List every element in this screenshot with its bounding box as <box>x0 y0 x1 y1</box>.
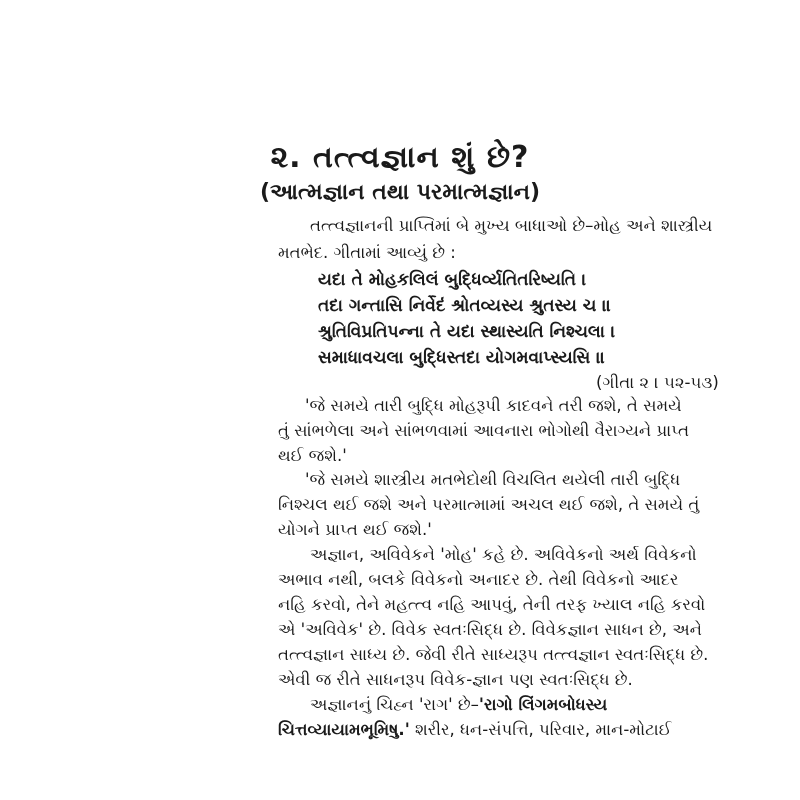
translation-line: તું સાંભળેલા અને સાંભળવામાં આવનારા ભોગોથી વૈરાગ્યને પ્રાપ્ત <box>278 421 690 440</box>
verse-line: યદા તે મોહકલિલં બુદ્ધિર્વ્યતિતરિષ્યતિ । <box>318 270 587 290</box>
paragraph-line: નહિ કરવો, તેને મહત્ત્વ નહિ આપવું, તેની તરફ ખ્યાલ નહિ કરવો <box>278 595 706 614</box>
paragraph-text: અજ્ઞાનનું ચિહ્ન 'રાગ' છે– <box>310 695 479 714</box>
verse-citation: (ગીતા ૨ । ૫૨-૫૩) <box>596 373 719 392</box>
translation-line: 'જે સમયે તારી બુદ્ધિ મોહરૂપી કાદવને તરી જશે, તે સમયે <box>305 396 682 415</box>
translation-line: યોગને પ્રાપ્ત થઈ જશે.' <box>278 520 432 539</box>
paragraph-line: તત્ત્વજ્ઞાન સાધ્ય છે. જેવી રીતે સાધ્યરૂપ તત્ત્વજ્ઞાન સ્વતઃસિદ્ધ છે. <box>278 645 709 664</box>
verse-line: સમાધાવચલા બુદ્ધિસ્તદા યોગમવાપ્સ્યસિ ॥ <box>318 348 606 368</box>
intro-line: તત્ત્વજ્ઞાનની પ્રાપ્તિમાં બે મુખ્ય બાધાઓ છે–મોહ અને શાસ્ત્રીય <box>310 216 713 235</box>
paragraph-line <box>278 722 671 739</box>
translation-line: 'જે સમયે શાસ્ત્રીય મતભેદોથી વિચલિત થયેલી તારી બુદ્ધિ <box>305 470 681 489</box>
chapter-subtitle: (આત્મજ્ઞાન તથા પરમાત્મજ્ઞાન) <box>259 180 541 205</box>
paragraph-text: શરીર, ધન-સંપત્તિ, પરિવાર, માન-મોટાઈ <box>409 720 672 739</box>
intro-line: મતભેદ. ગીતામાં આવ્યું છે : <box>278 243 456 262</box>
chapter-title: ૨. તત્ત્વજ્ઞાન શું છે? <box>270 140 530 175</box>
verse-line: શ્રુતિવિપ્રતિપન્ના તે યદા સ્થાસ્યતિ નિશ્ચલા । <box>318 322 616 342</box>
paragraph-line <box>310 697 607 714</box>
verse-line: તદા ગન્તાસિ નિર્વેદં શ્રોતવ્યસ્ય શ્રુતસ્ય ચ ॥ <box>318 296 612 316</box>
paragraph-line: એવી જ રીતે સાધનરૂપ વિવેક-જ્ઞાન પણ સ્વતઃસિદ્ધ છે. <box>278 670 633 689</box>
paragraph-line: અજ્ઞાન, અવિવેકને 'મોહ' કહે છે. અવિવેકનો અર્થ વિવેકનો <box>310 545 697 564</box>
translation-line: થઈ જશે.' <box>278 446 347 465</box>
paragraph-line: અભાવ નથી, બલકે વિવેકનો અનાદર છે. તેથી વિવેકનો આદર <box>278 570 679 589</box>
paragraph-line: એ 'અવિવેક' છે. વિવેક સ્વતઃસિદ્ધ છે. વિવેકજ્ઞાન સાધન છે, અને <box>278 620 702 639</box>
sanskrit-quote: ચિત્તવ્યાયામભૂમિષુ.' <box>278 720 410 739</box>
translation-line: નિશ્ચલ થઈ જશે અને પરમાત્મામાં અચલ થઈ જશે, તે સમયે તું <box>278 495 700 514</box>
sanskrit-quote: 'રાગો લિંગમબોધસ્ય <box>478 695 608 714</box>
